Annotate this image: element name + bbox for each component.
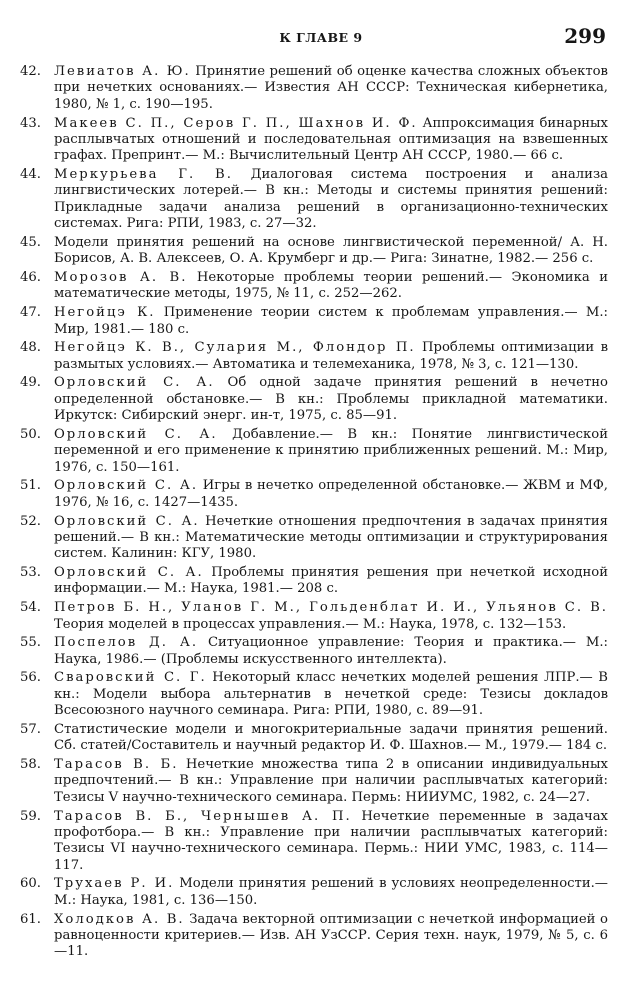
reference-text: Игры в нечетко определенной обстановке.— ЖВМ и МФ, 1976, № 16, с. 1427—1435. [54,478,608,510]
reference-number: 48. [20,340,41,356]
reference-number: 56. [20,670,41,686]
reference-item [20,565,608,598]
reference-item [20,809,608,875]
reference-item [20,478,608,511]
reference-text: Статистические модели и многокритериальные задачи принятия решений. Сб. статей/Составитель и научный редактор И. Ф. Шахнов.— М., 1979.— 184 с. [54,721,608,754]
reference-number: 43. [20,115,41,131]
reference-text: Проблемы оптимизации в размытых условиях.— Автоматика и телемеханика, 1978, № 3, с. 121—130. [54,340,608,372]
reference-text: Задача векторной оптимизации с нечеткой информацией о равноценности критериев.— Изв. АН УзССР. Серия техн. наук, 1979, № 5, с. 6—11. [54,911,608,960]
reference-text: Добавление.— В кн.: Понятие лингвистической переменной и его применение к принятию приближенных решений. М.: Мир, 1976, с. 150—161. [54,426,609,475]
reference-text: Диалоговая система построения и анализа лингвистических лотерей.— В кн.: Методы и системы принятия решений: Прикладные задачи анализа решений в организационно-технических системах. Рига: РПИ, 1983, с. 27—32. [54,167,608,232]
reference-authors: Трухаев Р. И. [54,876,175,892]
reference-item [20,235,608,268]
reference-authors: Орловский С. А. [54,375,215,391]
reference-text: Теория моделей в процессах управления.— М.: Наука, 1978, с. 132—153. [54,616,567,632]
reference-item [20,876,608,909]
reference-text: Нечеткие переменные в задачах профотбора.— В кн.: Управление при наличии расплывчатых категорий: Тезисы VI научно-технического семинара. Пермь.: НИИ УМС, 1983, с. 114—117. [54,808,608,873]
reference-number: 51. [20,478,41,494]
reference-text: Применение теории систем к проблемам управления.— М.: Мир, 1981.— 180 с. [54,305,608,337]
reference-authors: Негойцэ К. [54,305,156,321]
reference-number: 60. [20,876,41,892]
reference-text: Ситуационное управление: Теория и практика.— М.: Наука, 1986.— (Проблемы искусственного интеллекта). [54,635,608,667]
reference-number: 57. [20,721,41,737]
reference-item [20,722,608,755]
reference-authors: Макеев С. П., Серов Г. П., Шахнов И. Ф. [54,115,418,131]
reference-text: Аппроксимация бинарных расплывчатых отношений и последовательная оптимизация на взвешенных графах. Препринт.— М.: Вычислительный Центр АН СССР, 1980.— 66 с. [54,115,608,164]
reference-text: Модели принятия решений в условиях неопределенности.— М.: Наука, 1981, с. 136—150. [54,876,608,908]
reference-item [20,514,608,563]
reference-text: Нечеткие множества типа 2 в описании индивидуальных предпочтений.— В кн.: Управление при наличии расплывчатых категорий: Тезисы V научно-технического семинара. Пермь: НИИУМС, 1982, с. 24—27. [54,757,608,805]
reference-list [20,64,608,963]
reference-number: 50. [20,426,41,442]
reference-text: Модели принятия решений на основе лингвистической переменной/ А. Н. Борисов, А. В. Алексеев, О. А. Крумберг и др.— Рига: Зинатне, 1982.— 256 с. [54,234,608,267]
reference-number: 54. [20,600,41,616]
reference-number: 53. [20,565,41,581]
reference-number: 45. [20,234,41,250]
reference-item [20,116,608,165]
reference-number: 55. [20,635,41,651]
reference-text: Проблемы принятия решения при нечеткой исходной информации.— М.: Наука, 1981.— 208 с. [54,565,609,597]
reference-authors: Орловский С. А. [54,565,204,581]
reference-text: Некоторый класс нечетких моделей решения ЛПР.— В кн.: Модели выбора альтернатив в нечеткой среде: Тезисы докладов Всесоюзного научного семинара. Рига: РПИ, 1980, с. 89—91. [54,670,608,719]
reference-authors: Тарасов В. Б., Чернышев А. П. [54,808,352,824]
reference-number: 42. [20,64,41,79]
reference-authors: Орловский С. А. [54,513,200,529]
reference-authors: Меркурьева Г. В. [54,167,233,183]
reference-authors: Негойцэ К. В., Сулария М., Флондор П. [54,340,416,356]
reference-number: 59. [20,808,41,824]
reference-authors: Сваровский С. Г. [54,670,207,686]
reference-authors: Тарасов В. Б. [54,757,179,772]
reference-authors: Холодков А. В. [54,911,185,927]
reference-authors: Петров Б. Н., Уланов Г. М., Гольденблат И. И., Ульянов С. В. [54,600,608,616]
reference-number: 58. [20,757,41,772]
reference-text: Нечеткие отношения предпочтения в задачах принятия решений.— В кн.: Математические методы оптимизации и структурирования систем. Калинин: КГУ, 1980. [54,513,609,562]
reference-number: 47. [20,305,41,321]
page-header [0,22,642,52]
chapter-heading: К ГЛАВЕ 9 [279,30,363,45]
reference-item [20,635,608,668]
reference-authors: Левиатов А. Ю. [54,64,191,79]
reference-item [20,270,608,303]
reference-authors: Морозов А. В. [54,270,188,286]
reference-number: 49. [20,375,41,391]
reference-number: 46. [20,270,41,286]
reference-number: 61. [20,911,41,927]
reference-authors: Поспелов Д. А. [54,635,199,651]
reference-number: 44. [20,167,41,183]
reference-authors: Орловский С. А. [54,426,218,442]
reference-item [20,167,608,233]
reference-item [20,305,608,338]
reference-item [20,670,608,719]
reference-item [20,375,608,424]
reference-number: 52. [20,513,41,529]
reference-item [20,912,608,961]
reference-item [20,757,608,806]
reference-item [20,64,608,113]
reference-item [20,340,608,373]
reference-text: Об одной задаче принятия решений в нечетно определенной обстановке.— В кн.: Проблемы прикладной математики. Иркутск: Сибирский энерг. ин-т, 1975, с. 85—91. [54,375,609,424]
reference-text: Принятие решений об оценке качества сложных объектов при нечетких основаниях.— Известия АН СССР: Техническая кибернетика, 1980, № 1, с. 190—195. [54,64,608,112]
page-number: 299 [564,24,606,48]
reference-item [20,427,608,476]
reference-authors: Орловский С. А. [54,478,199,494]
reference-text: Некоторые проблемы теории решений.— Экономика и математические методы, 1975, № 11, с. 252—262. [54,270,608,302]
reference-item [20,600,608,633]
